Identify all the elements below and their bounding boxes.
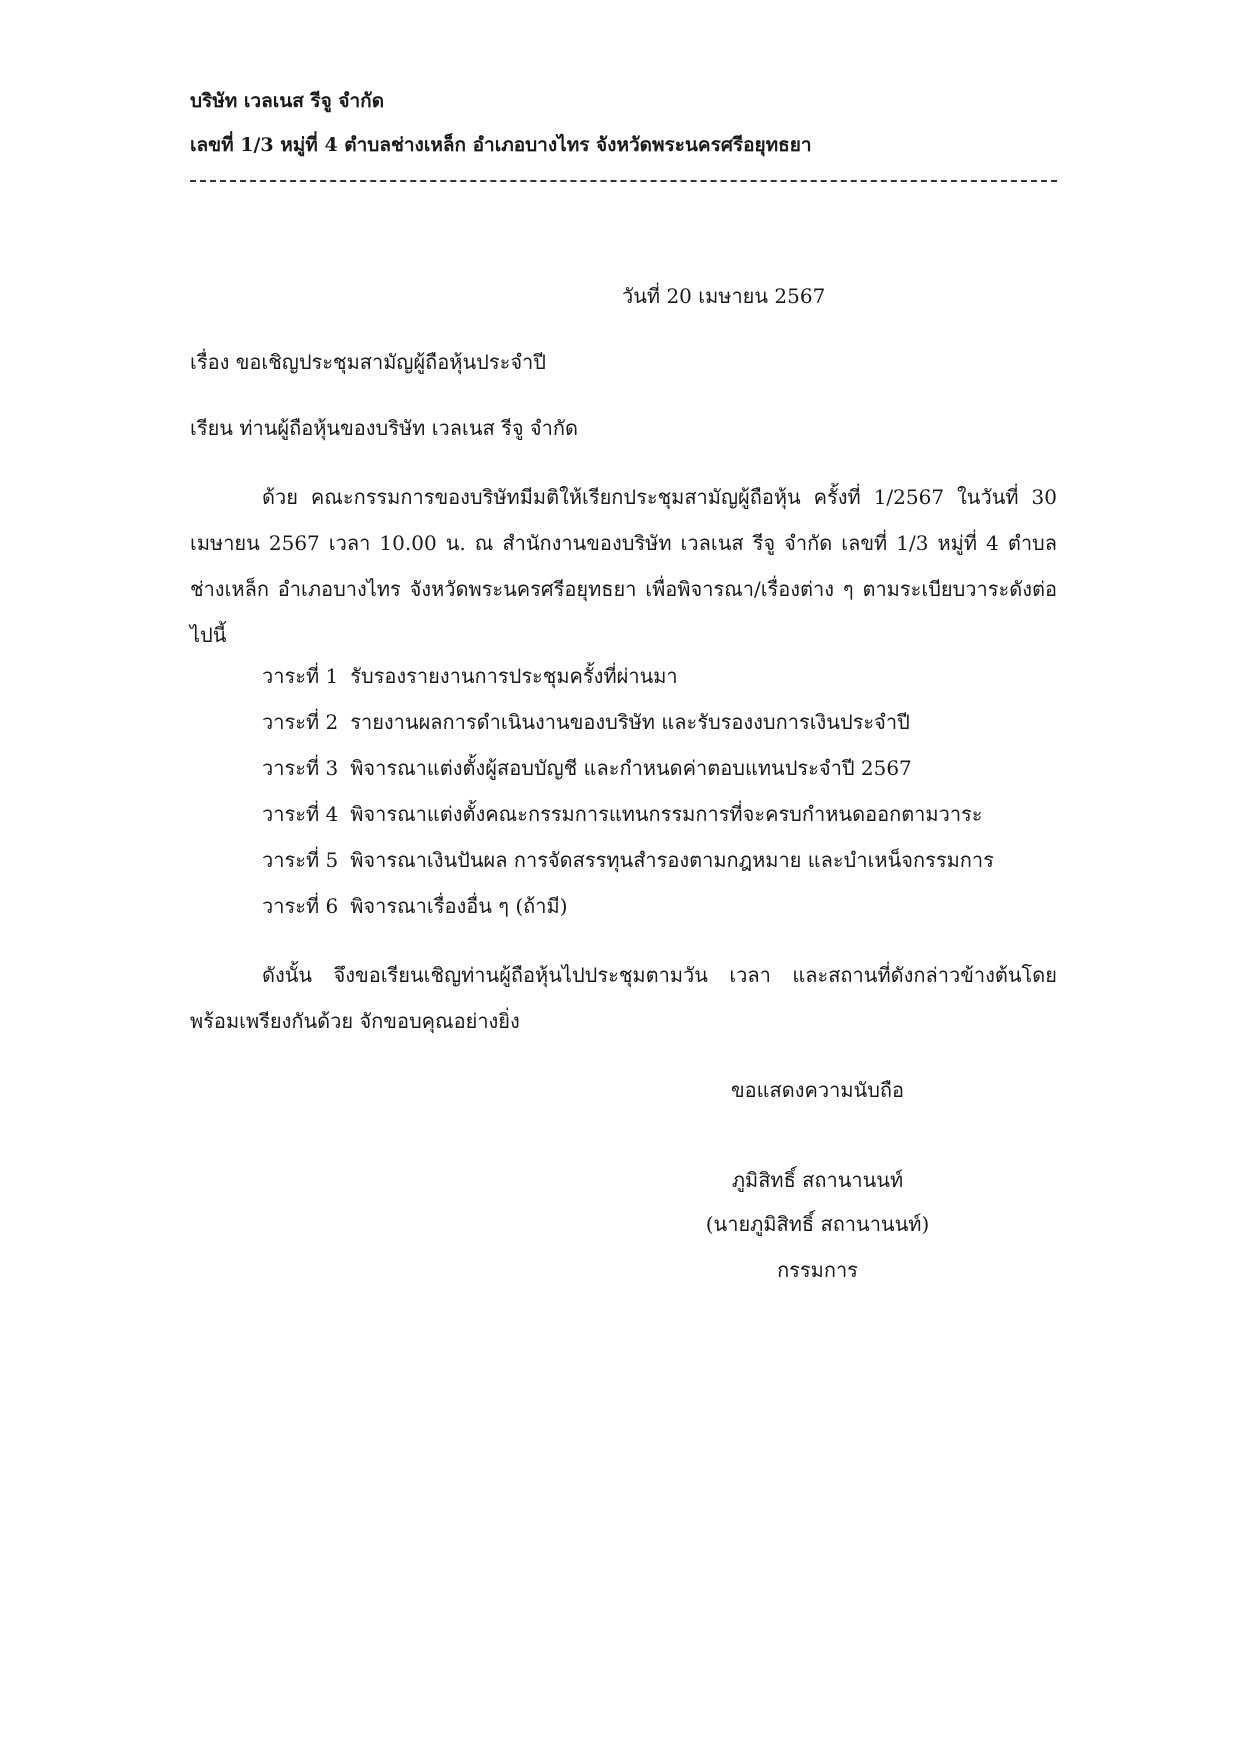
agenda-item [262, 666, 678, 686]
body-closing-text: ดังนั้น จึงขอเรียนเชิญท่านผู้ถือหุ้นไปประชุมตามวัน เวลา และสถานที่ดังกล่าวข้างต้นโดยพร้อมเพรียงกันด้วย จักขอบคุณอย่างยิ่ง [190, 963, 1057, 1033]
printed-name: (นายภูมิสิทธิ์ สถานานนท์) [705, 1212, 930, 1236]
agenda-item [262, 758, 912, 778]
agenda-text: รับรองรายงานการประชุมครั้งที่ผ่านมา [350, 664, 678, 688]
agenda-item [262, 712, 910, 732]
signer-position: กรรมการ [777, 1258, 858, 1282]
agenda-text: รายงานผลการดำเนินงานของบริษัท และรับรองงบการเงินประจำปี [350, 710, 910, 734]
agenda-text: พิจารณาเงินปันผล การจัดสรรทุนสำรองตามกฎหมาย และบำเหน็จกรรมการ [350, 848, 994, 872]
agenda-item [262, 896, 568, 916]
agenda-text: พิจารณาเรื่องอื่น ๆ (ถ้ามี) [350, 894, 568, 918]
letter-salutation: เรียน ท่านผู้ถือหุ้นของบริษัท เวลเนส รีจู จำกัด [190, 416, 578, 440]
agenda-number: วาระที่ 6 [262, 894, 339, 918]
company-address: เลขที่ 1/3 หมู่ที่ 4 ตำบลช่างเหล็ก อำเภอบางไทร จังหวัดพระนครศรีอยุทธยา [190, 134, 812, 156]
agenda-text: พิจารณาแต่งตั้งผู้สอบบัญชี และกำหนดค่าตอบแทนประจำปี 2567 [350, 756, 912, 780]
agenda-number: วาระที่ 3 [262, 756, 339, 780]
agenda-number: วาระที่ 1 [262, 664, 339, 688]
body-closing-paragraph [190, 952, 1057, 1044]
header-divider [190, 180, 1057, 182]
agenda-number: วาระที่ 4 [262, 802, 339, 826]
agenda-item [262, 850, 994, 870]
body-intro-paragraph [190, 474, 1057, 658]
agenda-number: วาระที่ 5 [262, 848, 339, 872]
agenda-item [262, 804, 983, 824]
company-name: บริษัท เวลเนส รีจู จำกัด [190, 90, 385, 112]
signature: ภูมิสิทธิ์ สถานานนท์ [731, 1168, 904, 1192]
letter-date: วันที่ 20 เมษายน 2567 [622, 284, 826, 308]
agenda-number: วาระที่ 2 [262, 710, 339, 734]
letter-subject: เรื่อง ขอเชิญประชุมสามัญผู้ถือหุ้นประจำปี [190, 350, 546, 374]
closing-phrase: ขอแสดงความนับถือ [730, 1078, 905, 1102]
agenda-text: พิจารณาแต่งตั้งคณะกรรมการแทนกรรมการที่จะครบกำหนดออกตามวาระ [350, 802, 983, 826]
body-intro-text: ด้วย คณะกรรมการของบริษัทมีมติให้เรียกประชุมสามัญผู้ถือหุ้น ครั้งที่ 1/2567 ในวันที่ 30 เมษายน 2567 เวลา 10.00 น. ณ สำนักงานของบริษัท เวลเนส รีจู จำกัด เลขที่ 1/3 หมู่ที่ 4 ตำบลช่างเหล็ก อำเภอบางไทร จังหวัดพระนครศรีอยุทธยา เพื่อพิจารณา/เรื่องต่าง ๆ ตามระเบียบวาระดังต่อไปนี้ [190, 485, 1057, 647]
